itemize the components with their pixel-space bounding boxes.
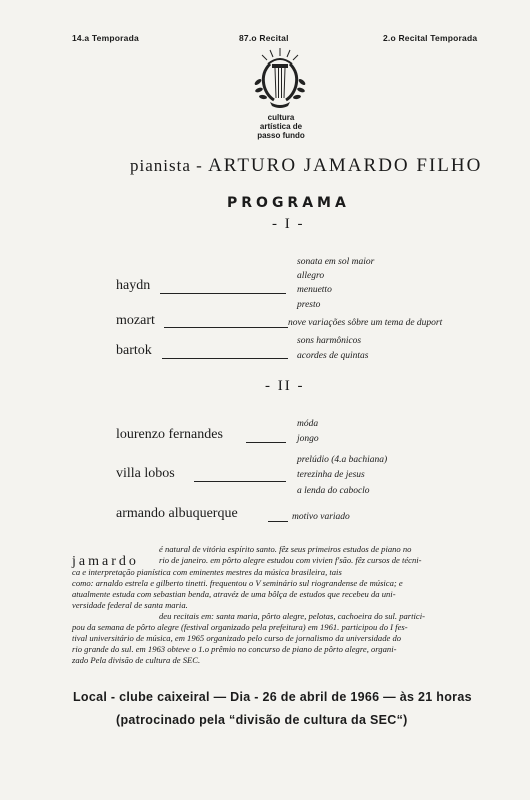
bio-line: pou da semana de pôrto alegre (festival organizado pela prefeitura) em 1961. participou do I fes-: [72, 622, 408, 632]
bio-line: é natural de vitória espírito santo. fêz seus primeiros estudos de piano no: [159, 544, 412, 554]
piece-item: nove variações sôbre um tema de duport: [288, 318, 443, 328]
composer-name: armando albuquerque: [116, 506, 238, 521]
bio-line: ca e interpretação pianística com eminentes mestres da música brasileira, tais: [72, 567, 342, 577]
part-one-heading: - I -: [272, 216, 305, 232]
dotted-leader: [160, 293, 286, 294]
piece-item: a lenda do caboclo: [297, 486, 370, 496]
bio-line: deu recitais em: santa maria, pôrto alegre, pelotas, cachoeira do sul. partici-: [159, 611, 425, 621]
sponsor-note: (patrocinado pela “divisão de cultura da SEC“): [116, 713, 408, 727]
bio-line: como: arnaldo estrela e gilberto tinetti. frequentou o V seminário sul riograndense de música; e: [72, 578, 403, 588]
bio-line: zado Pela divisão de cultura de SEC.: [72, 655, 201, 665]
bio-line: versidade federal de santa maria.: [72, 600, 188, 610]
piece-item: presto: [297, 300, 321, 310]
event-location-date: Local - clube caixeiral — Dia - 26 de abril de 1966 — às 21 horas: [73, 690, 472, 704]
piece-item: menuetto: [297, 285, 332, 295]
logo-line-1: cultura: [267, 113, 295, 122]
season-label: 14.a Temporada: [72, 33, 139, 43]
composer-name: mozart: [116, 313, 155, 328]
lyre-logo-icon: [250, 46, 310, 112]
composer-name: haydn: [116, 278, 151, 293]
dotted-leader: [246, 442, 286, 443]
logo-line-3: passo fundo: [257, 131, 305, 140]
dotted-leader: [194, 481, 286, 482]
piece-item: móda: [297, 419, 319, 429]
piece-item: terezinha de jesus: [297, 470, 365, 480]
logo-line-2: artística de: [259, 122, 303, 131]
performer-dash: -: [196, 156, 203, 175]
piece-item: motivo variado: [292, 512, 350, 522]
performer-title: [130, 155, 482, 177]
piece-item: sons harmônicos: [297, 336, 362, 346]
dotted-leader: [162, 358, 288, 359]
composer-name: lourenzo fernandes: [116, 427, 223, 442]
performer-name: ARTURO JAMARDO FILHO: [208, 155, 483, 176]
bio-name: jamardo: [72, 554, 139, 569]
recital-number: 87.o Recital: [239, 33, 289, 43]
piece-item: acordes de quintas: [297, 351, 369, 361]
part-two-heading: - II -: [265, 378, 305, 394]
dotted-leader: [268, 521, 288, 522]
composer-name: bartok: [116, 343, 152, 358]
bio-line: tival universitário de música, em 1965 organizado pelo curso de jornalismo da universidade do: [72, 633, 402, 643]
dotted-leader: [164, 327, 288, 328]
composer-name: villa lobos: [116, 466, 175, 481]
piece-item: prelúdio (4.a bachiana): [297, 455, 388, 465]
bio-line: rio grande do sul. em 1963 obteve o 1.o prêmio no concurso de piano de pôrto alegre, organi-: [72, 644, 397, 654]
bio-line: rio de janeiro. em pôrto alegre estudou com vivien f'são. fêz cursos de técni-: [159, 555, 422, 565]
piece-item: allegro: [297, 271, 325, 281]
season-recital-label: 2.o Recital Temporada: [383, 33, 478, 43]
organization-name: [245, 113, 317, 140]
piece-item: sonata em sol maior: [297, 257, 375, 267]
piece-item: jongo: [297, 434, 319, 444]
performer-prefix: pianista: [130, 156, 191, 175]
program-title: PROGRAMA: [227, 195, 350, 211]
bio-line: atualmente estuda com sebastian benda, atravéz de uma bôlça de estudos que recebeu da uni-: [72, 589, 396, 599]
